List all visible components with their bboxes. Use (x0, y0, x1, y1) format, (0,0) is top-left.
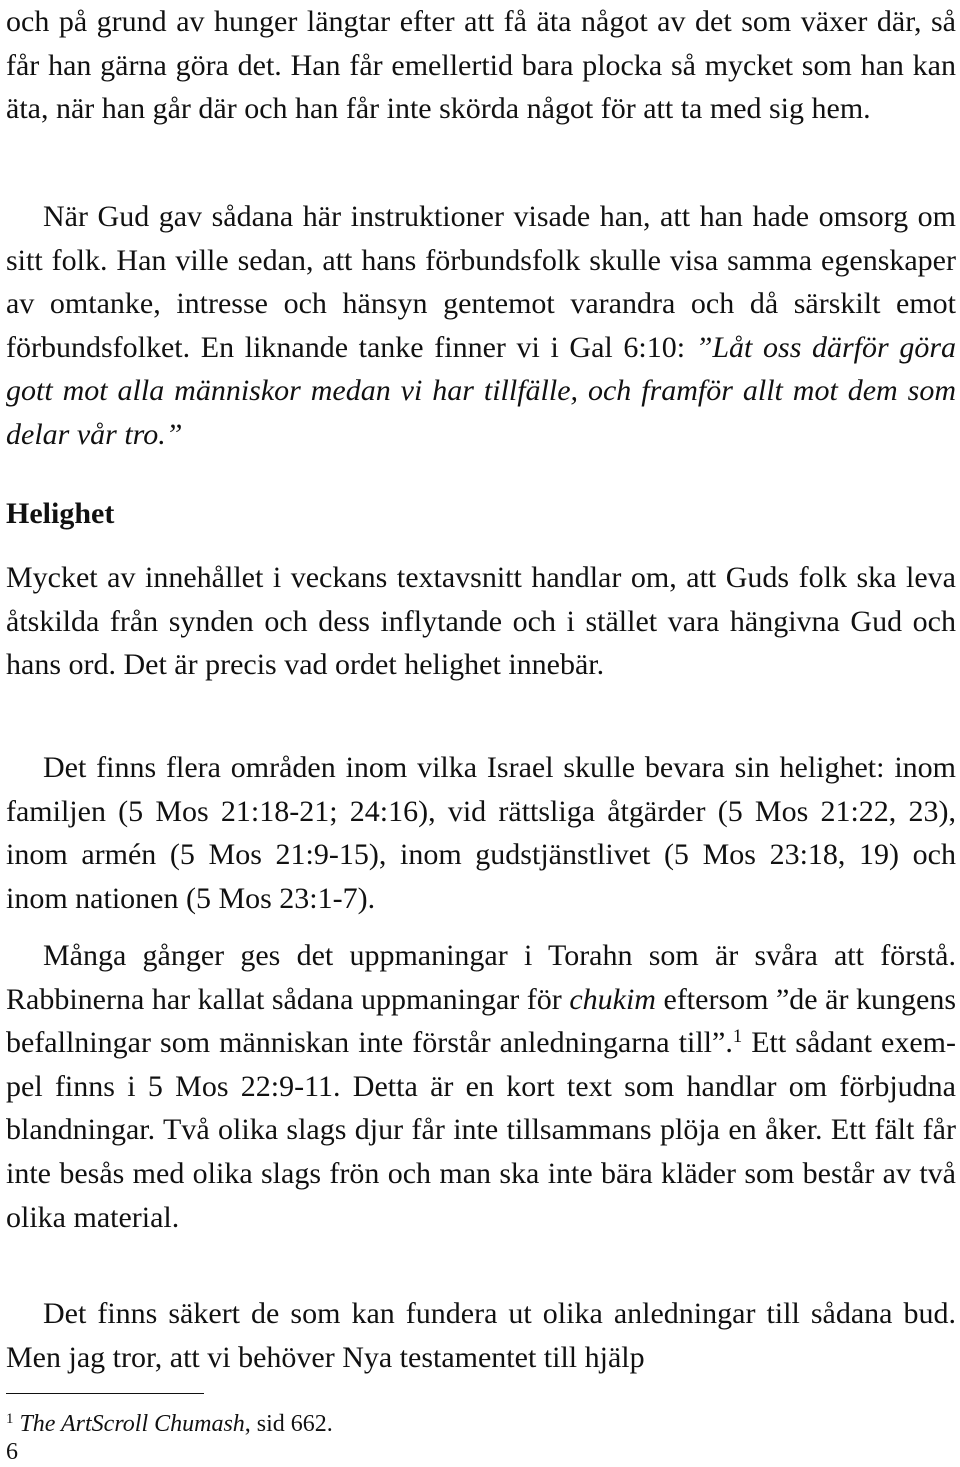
paragraph-chukim (6, 934, 956, 1239)
footnote-title: The ArtScroll Chumash (19, 1411, 245, 1437)
paragraph-text: Ett sådant exem-pel finns i 5 Mos 22:9-11. Detta är en kort text som handlar om förbjudna blandningar. Två olika slags djur får inte tillsammans plöja en åker. Ett fält får inte besås med olika slags frön och man ska inte bära kläder som består av två olika material. (6, 1026, 956, 1234)
section-heading: Helighet (6, 497, 115, 530)
bible-quote: ”Låt oss därför göra gott mot alla människor medan vi har tillfälle, och framför allt mot dem som delar vår tro.” (6, 330, 956, 451)
footnote (6, 1409, 333, 1439)
footnote-divider (6, 1393, 204, 1394)
footnote-number: 1 (6, 1410, 14, 1427)
paragraph-continuation (6, 0, 956, 131)
paragraph-text: och på grund av hunger längtar efter att få äta något av det som växer där, så får han gärna göra det. Han får emellertid bara plocka så mycket som han kan äta, när han går där och han får inte skörda något för att ta med sig hem. (6, 5, 956, 126)
paragraph-text: eftersom ”de är kungens befallningar som människan inte förstår anledningarna till”. (6, 982, 956, 1060)
paragraph-helighet (6, 556, 956, 687)
paragraph-text: Det finns flera områden inom vilka Israel skulle bevara sin helighet: inom familjen (5 Mos 21:18-21; 24:16), vid rättsliga åtgärder (5 Mos 21:22, 23), inom armén (5 Mos 21:9-15), inom gudstjänstlivet (5 Mos 23:18, 19) och inom nationen (5 Mos 23:1-7). (6, 751, 956, 915)
paragraph-omsorg (6, 195, 956, 457)
paragraph-text: När Gud gav sådana här instruktioner visade han, att han hade omsorg om sitt folk. Han ville sedan, att hans förbundsfolk skulle visa samma egenskaper av omtanke, intresse och hänsyn gentemot varandra och då särskilt emot förbundsfolket. En liknande tanke finner vi i Gal 6:10: (6, 200, 956, 364)
paragraph-omraden (6, 746, 956, 920)
italic-term: chukim (569, 982, 656, 1016)
paragraph-text: Mycket av innehållet i veckans textavsnitt handlar om, att Guds folk ska leva åtskilda från synden och dess inflytande och i stället vara hängivna Gud och hans ord. Det är precis vad ordet helighet innebär. (6, 561, 956, 682)
footnote-reference: 1 (732, 1025, 743, 1047)
paragraph-anledningar (6, 1292, 956, 1379)
paragraph-text: Många gånger ges det uppmaningar i Torahn som är svåra att förstå. Rabbinerna har kallat sådana uppmaningar för (6, 939, 956, 1016)
page-number: 6 (6, 1439, 18, 1465)
footnote-text: , sid 662. (244, 1411, 333, 1437)
paragraph-text: Det finns säkert de som kan fundera ut olika anledningar till sådana bud. Men jag tror, att vi behöver Nya testamentet till hjälp (6, 1297, 956, 1374)
